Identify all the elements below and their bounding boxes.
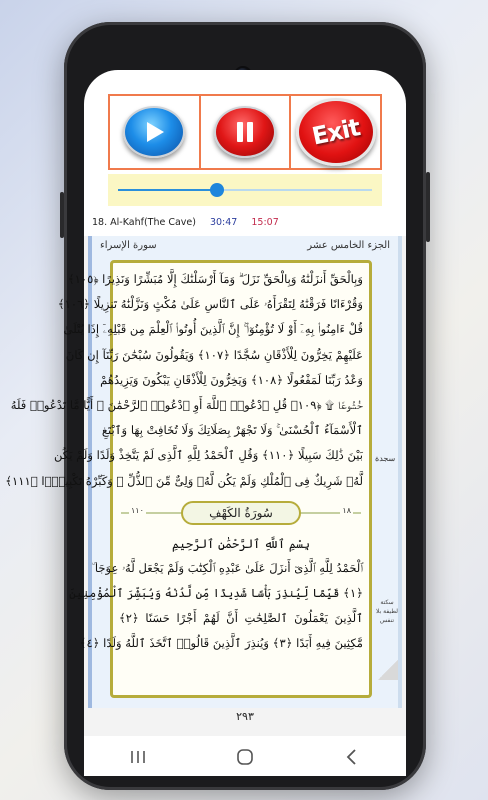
play-icon[interactable]: [123, 106, 185, 158]
pause-icon[interactable]: [214, 106, 276, 158]
playback-controls: [108, 94, 382, 170]
seek-bar-container: [108, 174, 382, 206]
surah-title: سُورَةُ الكَهْفِ: [181, 501, 301, 525]
seek-thumb[interactable]: [210, 183, 224, 197]
page-number: ٢٩٣: [236, 710, 254, 723]
recents-button[interactable]: [118, 743, 158, 771]
quran-text-frame: [5, 260, 372, 698]
page-header: [100, 240, 390, 258]
recents-icon: [129, 749, 147, 765]
home-icon: [236, 748, 254, 766]
exit-icon[interactable]: [296, 98, 376, 166]
play-button[interactable]: [110, 96, 201, 168]
juz-title: الجزء الخامس عشر: [307, 240, 390, 251]
home-button[interactable]: [225, 743, 265, 771]
verse-line: وَبِالْحَقِّ أَنزَلْنَٰهُ وَبِالْحَقِّ نَزَلَ ۗ وَمَآ أَرْسَلْنَٰكَ إِلَّا مُبَشِّرًا وَنَذِيرًا ﴿١٠٥﴾: [67, 272, 363, 286]
surah-banner: [121, 498, 361, 528]
back-icon: [345, 748, 359, 766]
verse-line: عَلَيْهِمْ يَخِرُّونَ لِلْأَذْقَانِ سُجَّدًا ﴿١٠٧﴾ وَيَقُولُونَ سُبْحَٰنَ رَبِّنَآ إِن كَانَ: [65, 347, 363, 362]
exit-button[interactable]: [291, 96, 380, 168]
verse-line: ٱلْحَمْدُ لِلَّهِ ٱلَّذِىٓ أَنزَلَ عَلَىٰ عَبْدِهِ ٱلْكِتَٰبَ وَلَمْ يَجْعَل لَّهُۥ عِوَجَا ۜ: [91, 560, 363, 575]
surah-header: سورة الإسراء: [100, 240, 157, 251]
verses-block-before: [5, 267, 363, 494]
surah-name: 18. Al-Kahf(The Cave): [92, 216, 196, 228]
verse-line: ٱلَّذِينَ يَعْمَلُونَ ٱلصَّٰلِحَٰتِ أَنَّ لَهُمْ أَجْرًا حَسَنًا ﴿٢﴾: [119, 611, 363, 626]
navigation-bar: [84, 738, 406, 776]
verses-block-after: [69, 556, 363, 657]
volume-button: [60, 192, 64, 238]
back-button[interactable]: [332, 743, 372, 771]
banner-number-right: ١٨: [342, 505, 351, 515]
verse-line: ﴿١﴾ قَيِّمًا لِّيُنذِرَ بَأْسًا شَدِيدًا مِّن لَّدُنْهُ وَيُبَشِّرَ ٱلْمُؤْمِنِينَ: [69, 586, 363, 601]
verse-line: مَّٰكِثِينَ فِيهِ أَبَدًا ﴿٣﴾ وَيُنذِرَ ٱلَّذِينَ قَالُوا۟ ٱتَّخَذَ ٱللَّهُ وَلَدًا ﴿٤﴾: [79, 636, 363, 651]
app-screen: [5, 70, 406, 776]
track-status: [92, 214, 398, 230]
margin-note: سكتة لطيفة بلا تنفس: [376, 599, 398, 624]
pause-button[interactable]: [201, 96, 292, 168]
verse-line: ٱلْأَسْمَآءُ ٱلْحُسْنَىٰ ۚ وَلَا تَجْهَرْ بِصَلَاتِكَ وَلَا تُخَافِتْ بِهَا وَٱبْتَغِ: [101, 423, 363, 438]
phone-frame: [5, 22, 426, 790]
mushaf-page: [5, 236, 402, 708]
verse-line: بَيْنَ ذَٰلِكَ سَبِيلًا ﴿١١٠﴾ وَقُلِ ٱلْحَمْدُ لِلَّهِ ٱلَّذِى لَمْ يَتَّخِذْ وَلَدًا وَلَمْ يَكُن: [53, 448, 363, 463]
verse-line: لَّهُۥ شَرِيكٌ فِى ٱلْمُلْكِ وَلَمْ يَكُن لَّهُۥ وَلِىٌّ مِّنَ ٱلذُّلِّ ۖ وَكَبِّرْهُ تَكْبِيرًۢا ﴿١١١﴾: [5, 473, 363, 488]
total-time: 15:07: [251, 216, 279, 228]
current-time: 30:47: [209, 216, 238, 228]
mushaf-page-area[interactable]: [5, 236, 406, 736]
exit-label: Exit: [309, 113, 362, 151]
verse-line: قُلْ ءَامِنُوا۟ بِهِۦٓ أَوْ لَا تُؤْمِنُوٓا۟ ۚ إِنَّ ٱلَّذِينَ أُوتُوا۟ ٱلْعِلْمَ مِن قَبْلِهِۦٓ إِذَا يُتْلَىٰ: [63, 322, 363, 337]
bismillah: بِسْمِ ٱللَّهِ ٱلرَّحْمَٰنِ ٱلرَّحِيمِ: [171, 536, 310, 551]
seek-fill: [118, 189, 217, 191]
banner-number-left: ١١٠: [131, 505, 144, 515]
power-button: [426, 172, 430, 242]
seek-track[interactable]: [118, 189, 372, 191]
verse-line: خُشُوعًا ۩ ﴿١٠٩﴾ قُلِ ٱدْعُوا۟ ٱللَّهَ أَوِ ٱدْعُوا۟ ٱلرَّحْمَٰنَ ۖ أَيًّا مَّا تَدْعُوا۟ فَلَهُ: [10, 398, 363, 413]
verse-line: وَقُرْءَانًا فَرَقْنَٰهُ لِتَقْرَأَهُۥ عَلَى ٱلنَّاسِ عَلَىٰ مُكْثٍ وَنَزَّلْنَٰهُ تَنزِيلًا ﴿١٠٦﴾: [57, 297, 363, 312]
verse-line: وَعْدُ رَبِّنَا لَمَفْعُولًا ﴿١٠٨﴾ وَيَخِرُّونَ لِلْأَذْقَانِ يَبْكُونَ وَيَزِيدُهُمْ: [100, 372, 363, 387]
sajdah-marker: سجدة: [375, 454, 396, 463]
page-curl: [378, 660, 398, 680]
